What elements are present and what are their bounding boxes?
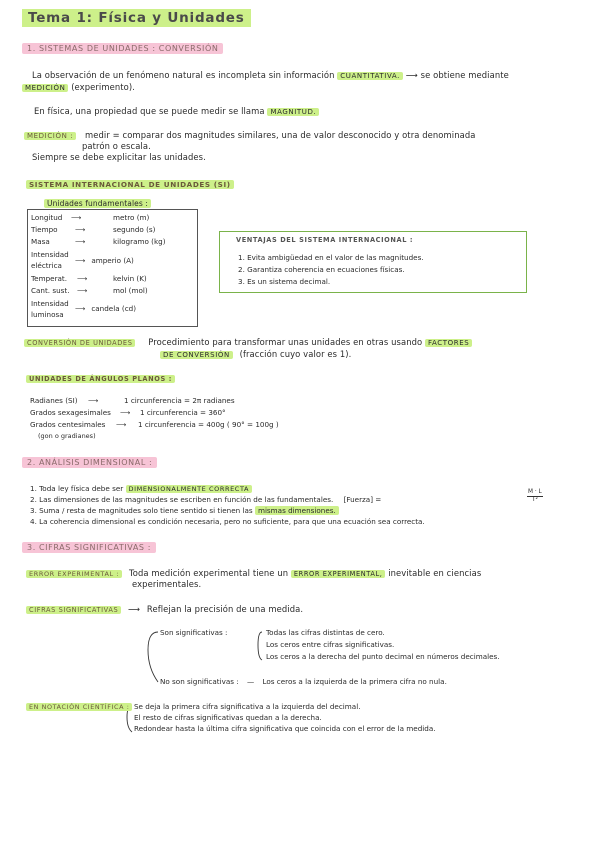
- notacion-item-3: Redondear hasta la última cifra significativa que coincida con el error de la medida.: [134, 724, 436, 733]
- fund-row-intensidad-luminosa: Intensidad: [31, 299, 69, 308]
- fund-row-longitud: Longitud ⟶ metro (m): [31, 213, 150, 222]
- paragraph-medicion: MEDICIÓN (experimento).: [22, 82, 135, 94]
- paragraph-observacion: La observación de un fenómeno natural es incompleta sin información CUANTITATIVA. ⟶ se obtiene mediante: [32, 70, 509, 80]
- fund-row-intensidad-electrica-2: eléctrica: [31, 261, 62, 270]
- page-title: Tema 1: Física y Unidades: [22, 10, 251, 26]
- section-2-heading: 2. ANÁLISIS DIMENSIONAL :: [22, 458, 157, 467]
- son-item-3: Los ceros a la derecha del punto decimal en números decimales.: [266, 652, 500, 661]
- fund-row-amperio: ⟶ amperio (A): [75, 256, 134, 265]
- cifras-significativas: CIFRAS SIGNIFICATIVAS ⟶ Reflejan la precisión de una medida.: [26, 604, 303, 616]
- angulo-gon: (gon o gradianes): [38, 432, 96, 440]
- son-significativas-label: Son significativas :: [160, 628, 228, 637]
- ventaja-2: 2. Garantiza coherencia en ecuaciones físicas.: [238, 265, 405, 274]
- fund-row-temperatura: Temperat. ⟶ kelvin (K): [31, 274, 147, 283]
- conversion-line-1: CONVERSIÓN DE UNIDADES Procedimiento para transformar unas unidades en otras usando FACTORES: [24, 337, 472, 349]
- notacion-cientifica-label: EN NOTACIÓN CIENTÍFICA :: [26, 702, 132, 712]
- section-3-heading: 3. CIFRAS SIGNIFICATIVAS :: [22, 543, 156, 552]
- conversion-line-2: DE CONVERSIÓN (fracción cuyo valor es 1).: [160, 349, 351, 361]
- error-experimentales: experimentales.: [132, 579, 202, 589]
- medicion-unidades: Siempre se debe explicitar las unidades.: [32, 152, 206, 162]
- angulos-heading: UNIDADES DE ÁNGULOS PLANOS :: [26, 375, 175, 383]
- angulo-centesimales: Grados centesimales ⟶ 1 circunferencia = 400g ( 90° = 100g ): [30, 420, 279, 429]
- fund-row-masa: Masa ⟶ kilogramo (kg): [31, 237, 166, 246]
- fund-row-intensidad-electrica: Intensidad: [31, 250, 69, 259]
- error-experimental: ERROR EXPERIMENTAL : Toda medición experimental tiene un ERROR EXPERIMENTAL, inevitable en ciencias: [26, 568, 481, 580]
- dimensional-1: 1. Toda ley física debe ser DIMENSIONALMENTE CORRECTA: [30, 484, 252, 494]
- ventaja-3: 3. Es un sistema decimal.: [238, 277, 331, 286]
- section-1-heading: 1. SISTEMAS DE UNIDADES : CONVERSIÓN: [22, 44, 223, 53]
- fraction-denominator: T²: [531, 497, 538, 503]
- no-son-significativas: No son significativas : — Los ceros a la izquierda de la primera cifra no nula.: [160, 677, 447, 686]
- son-item-2: Los ceros entre cifras significativas.: [266, 640, 395, 649]
- fund-row-intensidad-luminosa-2: luminosa: [31, 310, 64, 319]
- paragraph-magnitud: En física, una propiedad que se puede medir se llama MAGNITUD.: [34, 106, 319, 118]
- dimensional-3: 3. Suma / resta de magnitudes solo tiene sentido si tienen las mismas dimensiones.: [30, 506, 339, 516]
- angulo-radianes: Radianes (SI) ⟶ 1 circunferencia = 2π radianes: [30, 396, 235, 405]
- medicion-patron: patrón o escala.: [82, 141, 151, 151]
- fundamentales-heading: Unidades fundamentales :: [44, 198, 151, 209]
- fund-row-cantidad: Cant. sust. ⟶ mol (mol): [31, 286, 148, 295]
- si-heading: SISTEMA INTERNACIONAL DE UNIDADES (SI): [26, 180, 234, 189]
- notacion-item-2: El resto de cifras significativas quedan a la derecha.: [134, 713, 322, 722]
- ventaja-1: 1. Evita ambigüedad en el valor de las magnitudes.: [238, 253, 424, 262]
- son-item-1: Todas las cifras distintas de cero.: [266, 628, 385, 637]
- dimensional-4: 4. La coherencia dimensional es condición necesaria, pero no suficiente, para que una ecuación sea correcta.: [30, 517, 425, 526]
- fund-row-candela: ⟶ candela (cd): [75, 304, 137, 313]
- fraction-numerator: M · L: [528, 489, 542, 495]
- fund-row-tiempo: Tiempo ⟶ segundo (s): [31, 225, 156, 234]
- ventajas-heading: VENTAJAS DEL SISTEMA INTERNACIONAL :: [236, 236, 414, 244]
- dimensional-2: 2. Las dimensiones de las magnitudes se escriben en función de las fundamentales. [Fuerza] =: [30, 495, 382, 504]
- notacion-item-1: Se deja la primera cifra significativa a la izquierda del decimal.: [134, 702, 361, 711]
- angulo-sexagesimales: Grados sexagesimales ⟶ 1 circunferencia = 360°: [30, 408, 226, 417]
- medicion-definition: MEDICIÓN : medir = comparar dos magnitudes similares, una de valor desconocido y otra denominada: [24, 130, 476, 142]
